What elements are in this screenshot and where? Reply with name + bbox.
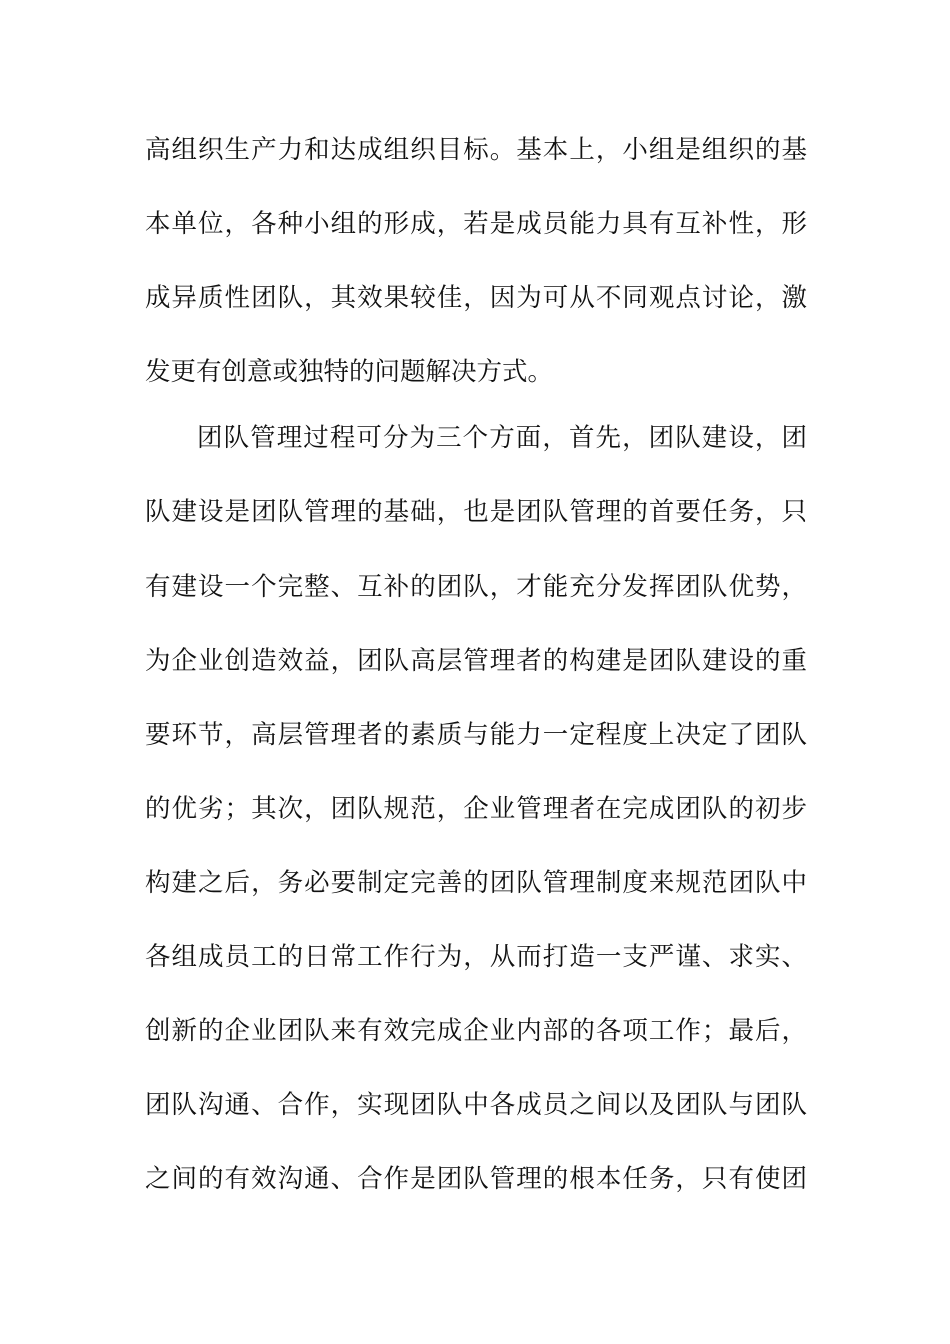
text-line: 为企业创造效益，团队高层管理者的构建是团队建设的重	[145, 646, 807, 676]
text-line: 队建设是团队管理的基础，也是团队管理的首要任务，只	[145, 497, 807, 527]
text-line: 构建之后，务必要制定完善的团队管理制度来规范团队中	[145, 868, 807, 898]
text-line: 本单位，各种小组的形成，若是成员能力具有互补性，形	[145, 209, 807, 239]
text-line: 创新的企业团队来有效完成企业内部的各项工作；最后，	[145, 1016, 807, 1046]
text-line: 团队管理过程可分为三个方面，首先，团队建设，团	[197, 423, 807, 453]
text-line: 有建设一个完整、互补的团队，才能充分发挥团队优势，	[145, 572, 807, 602]
text-line: 高组织生产力和达成组织目标。基本上，小组是组织的基	[145, 135, 807, 165]
text-line: 的优劣；其次，团队规范，企业管理者在完成团队的初步	[145, 794, 807, 824]
text-line: 要环节，高层管理者的素质与能力一定程度上决定了团队	[145, 720, 807, 750]
text-line: 发更有创意或独特的问题解决方式。	[145, 357, 554, 387]
text-line: 团队沟通、合作，实现团队中各成员之间以及团队与团队	[145, 1090, 807, 1120]
text-line: 各组成员工的日常工作行为，从而打造一支严谨、求实、	[145, 942, 807, 972]
text-line: 成异质性团队，其效果较佳，因为可从不同观点讨论，激	[145, 283, 807, 313]
text-line: 之间的有效沟通、合作是团队管理的根本任务，只有使团	[145, 1164, 807, 1194]
